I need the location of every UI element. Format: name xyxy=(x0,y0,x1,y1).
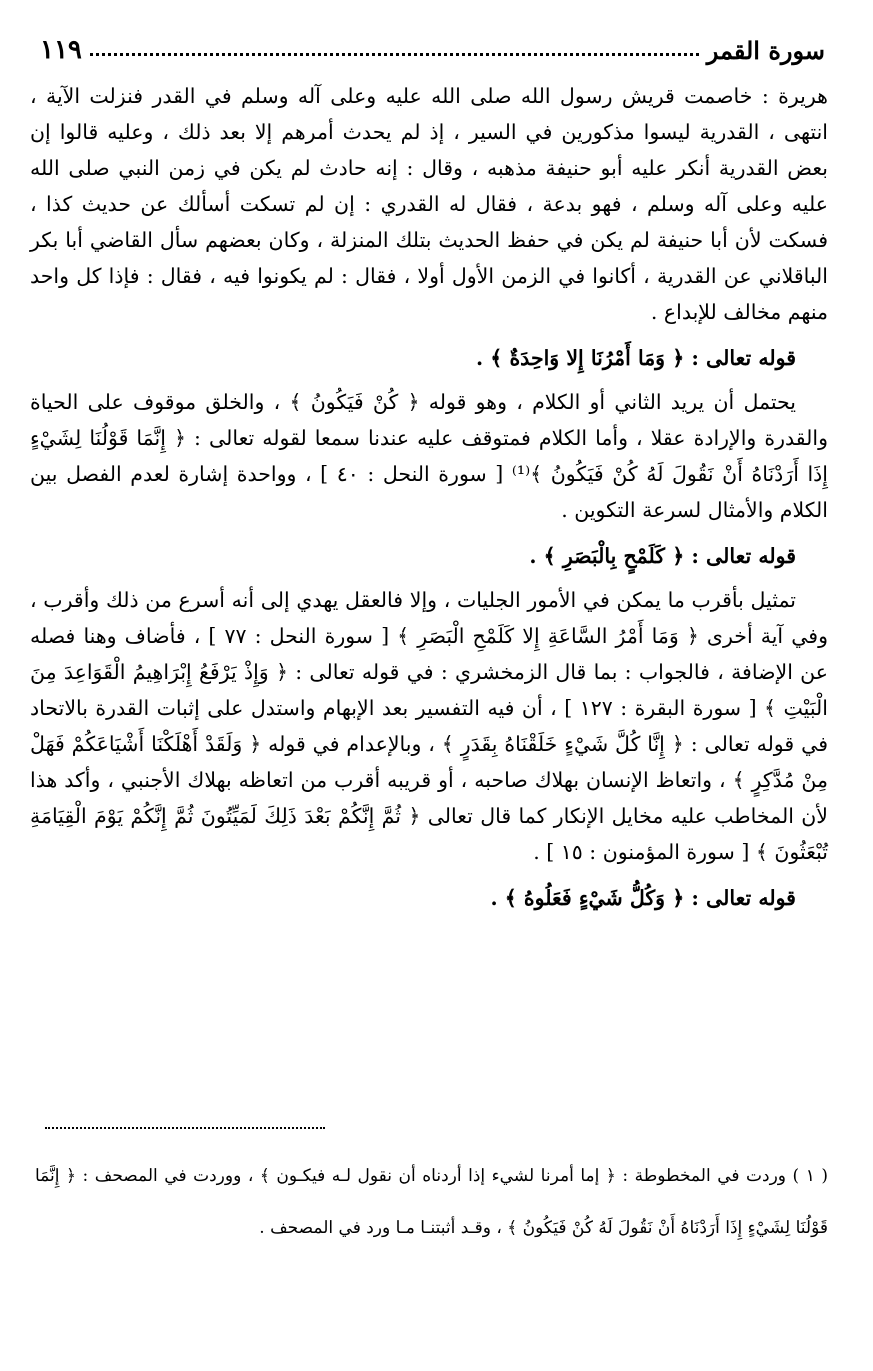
main-text xyxy=(30,78,828,924)
header-dotted-leader xyxy=(90,53,699,56)
verse-heading-2: قوله تعالى : ﴿ كَلَمْحٍ بِالْبَصَرِ ﴾ . xyxy=(529,544,796,568)
page-header xyxy=(40,30,825,70)
verse-heading-3: قوله تعالى : ﴿ وَكُلُّ شَيْءٍ فَعَلُوهُ ﴾ . xyxy=(490,886,796,910)
footnote-1: ( ١ ) وردت في المخطوطة : ﴿ إما أمرنا لشيء إذا أردناه أن نقول لـه فيكـون ﴾ ، ووردت في المصحف : ﴿ إِنَّمَا قَوْلُنَا لِشَيْءٍ إِذَا أَرَدْنَاهُ أَنْ نَقُولَ لَهُ كُنْ فَيَكُونُ ﴾ ، وقـد أثبتنـا مـا ورد في المصحف . xyxy=(35,1166,828,1238)
paragraph-1: هريرة : خاصمت قريش رسول الله صلى الله عليه وعلى آله وسلم في القدر فنزلت الآية ، انتهى ، القدرية ليسوا مذكورين في السير ، إذ لم يحدث أمرهم إلا بعد ذلك ، وعليه قالوا إن بعض القدرية أنكر عليه أبو حنيفة مذهبه ، وقال : إنه حادث لم يكن في زمن النبي صلى الله عليه وعلى آله وسلم ، فهو بدعة ، فقال له القدري : إن لم تسكت أسألك عن حديث كذا ، فسكت لأن أبا حنيفة لم يكن في حفظ الحديث بتلك المنزلة ، وكان بعضهم سأل القاضي أبا بكر الباقلاني عن القدرية ، أكانوا في الزمن الأول أولا ، فقال : لم يكونوا فيه ، فقال : فإذا كل واحد منهم مخالف للإبداع . xyxy=(30,84,828,324)
surah-title: سورة القمر xyxy=(706,35,825,65)
verse-heading-1: قوله تعالى : ﴿ وَمَا أَمْرُنَا إِلا وَاحِدَةٌ ﴾ . xyxy=(476,346,796,370)
page-number: ١١٩ xyxy=(40,35,82,65)
paragraph-3: تمثيل بأقرب ما يمكن في الأمور الجليات ، وإلا فالعقل يهدي إلى أنه أسرع من ذلك وأقرب ، وفي آية أخرى ﴿ وَمَا أَمْرُ السَّاعَةِ إِلا كَلَمْحِ الْبَصَرِ ﴾ [ سورة النحل : ٧٧ ] ، فأضاف وهنا فصله عن الإضافة ، فالجواب : بما قال الزمخشري : في قوله تعالى : ﴿ وَإِذْ يَرْفَعُ إِبْرَاهِيمُ الْقَوَاعِدَ مِنَ الْبَيْتِ ﴾ [ سورة البقرة : ١٢٧ ] ، أن فيه التفسير بعد الإبهام واستدل على إثبات القدرة بالاتحاد في قوله تعالى : ﴿ إِنَّا كُلَّ شَيْءٍ خَلَقْنَاهُ بِقَدَرٍ ﴾ ، وبالإعدام في قوله ﴿ وَلَقَدْ أَهْلَكْنَا أَشْيَاعَكُمْ فَهَلْ مِنْ مُدَّكِرٍ ﴾ ، واتعاظ الإنسان بهلاك صاحبه ، أو قريبه أقرب من اتعاظه بهلاك الأجنبي ، وأكد هذا لأن المخاطب عليه مخايل الإنكار كما قال تعالى ﴿ ثُمَّ إِنَّكُمْ بَعْدَ ذَلِكَ لَمَيِّتُونَ ثُمَّ إِنَّكُمْ يَوْمَ الْقِيَامَةِ تُبْعَثُونَ ﴾ [ سورة المؤمنون : ١٥ ] . xyxy=(30,588,828,864)
footnote xyxy=(35,1150,828,1254)
paragraph-2: يحتمل أن يريد الثاني أو الكلام ، وهو قوله ﴿ كُنْ فَيَكُونُ ﴾ ، والخلق موقوف على الحياة والقدرة والإرادة عقلا ، وأما الكلام فمتوقف عليه عندنا سمعا لقوله تعالى : ﴿ إِنَّمَا قَوْلُنَا لِشَيْءٍ إِذَا أَرَدْنَاهُ أَنْ نَقُولَ لَهُ كُنْ فَيَكُونُ ﴾⁽¹⁾ [ سورة النحل : ٤٠ ] ، وواحدة إشارة لعدم الفصل بين الكلام والأمثال لسرعة التكوين . xyxy=(30,390,828,522)
footnote-separator xyxy=(45,1127,325,1129)
